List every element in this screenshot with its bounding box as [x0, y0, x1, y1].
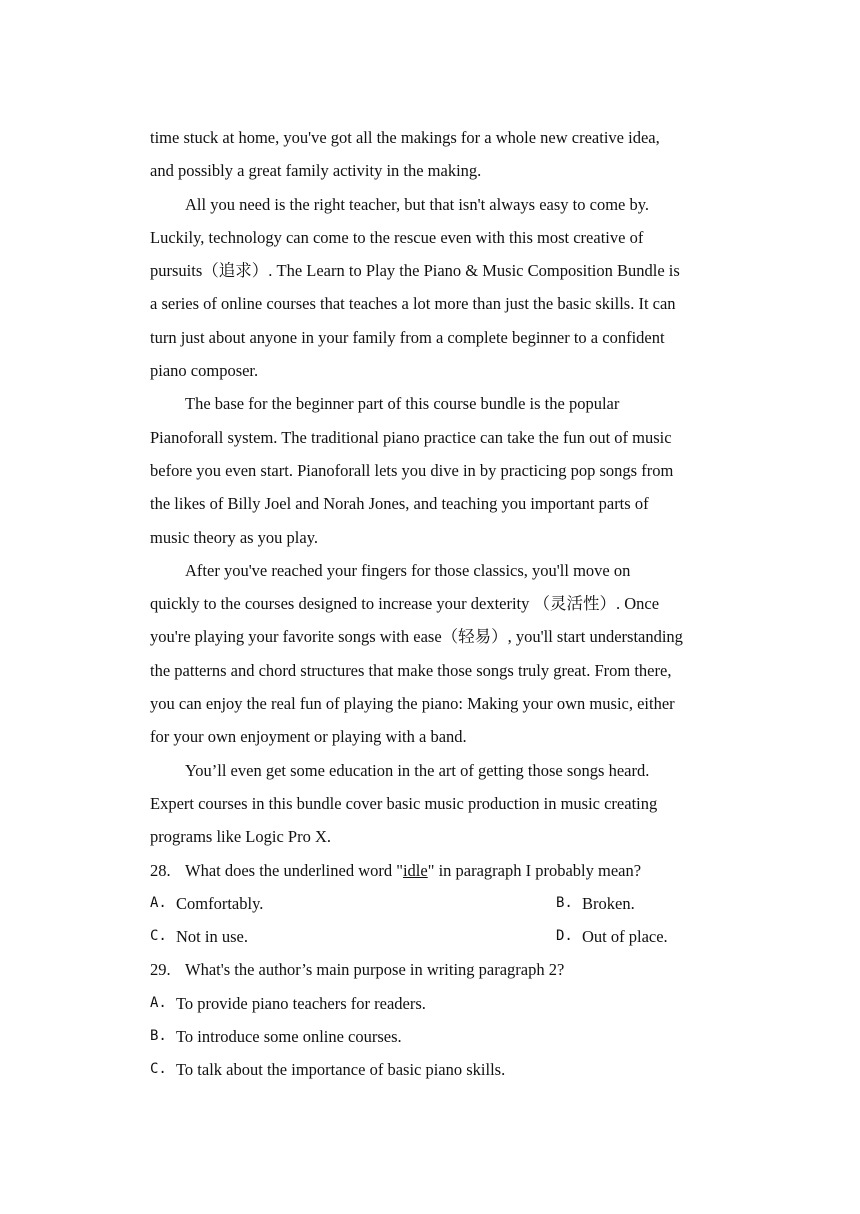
option-b: [556, 887, 635, 920]
question-text-suffix: " in paragraph I probably mean?: [427, 860, 642, 880]
option-text: Comfortably.: [176, 893, 264, 913]
option-a: [150, 887, 556, 920]
passage-line: music theory as you play.: [150, 527, 319, 547]
passage-line: before you even start. Pianoforall lets you dive in by practicing pop songs from: [150, 460, 674, 480]
reading-passage: [150, 121, 716, 854]
option-c: [150, 1053, 716, 1086]
question-28: [150, 854, 716, 887]
passage-line: turn just about anyone in your family from a complete beginner to a confident: [150, 327, 665, 347]
passage-line: time stuck at home, you've got all the makings for a whole new creative idea,: [150, 128, 660, 147]
option-b: [150, 1020, 716, 1053]
passage-line: and possibly a great family activity in the making.: [150, 161, 482, 181]
passage-line: Pianoforall system. The traditional piano practice can take the fun out of music: [150, 427, 672, 447]
document-page: [150, 121, 716, 1087]
option-letter: C.: [150, 928, 167, 945]
passage-line: the patterns and chord structures that make those songs truly great. From there,: [150, 660, 672, 680]
option-letter: B.: [150, 1028, 167, 1045]
option-text: Out of place.: [582, 927, 668, 947]
passage-line: Luckily, technology can come to the rescue even with this most creative of: [150, 227, 644, 247]
options-row: [150, 887, 716, 920]
option-letter: A.: [150, 894, 167, 911]
question-text: What's the author’s main purpose in writing paragraph 2?: [185, 960, 565, 980]
option-letter: C.: [150, 1061, 167, 1078]
passage-line: you're playing your favorite songs with ease（轻易）, you'll start understanding: [150, 627, 683, 647]
option-text: To provide piano teachers for readers.: [176, 993, 426, 1013]
passage-line: quickly to the courses designed to increase your dexterity （灵活性）. Once: [150, 594, 660, 614]
passage-line: All you need is the right teacher, but that isn't always easy to come by.: [185, 194, 650, 214]
option-a: [150, 987, 716, 1020]
passage-line: piano composer.: [150, 361, 259, 381]
passage-line: a series of online courses that teaches a lot more than just the basic skills. It can: [150, 294, 676, 314]
passage-line: Expert courses in this bundle cover basic music production in music creating: [150, 793, 658, 813]
passage-line: After you've reached your fingers for those classics, you'll move on: [185, 560, 631, 580]
option-c: [150, 920, 556, 953]
passage-line: pursuits（追求）. The Learn to Play the Piano & Music Composition Bundle is: [150, 261, 680, 281]
option-d: [556, 920, 668, 953]
question-text-prefix: What does the underlined word ": [185, 860, 403, 880]
passage-line: for your own enjoyment or playing with a band.: [150, 727, 467, 747]
underlined-word: idle: [402, 860, 428, 880]
passage-line: the likes of Billy Joel and Norah Jones, and teaching you important parts of: [150, 494, 649, 514]
options-row: [150, 920, 716, 953]
passage-line: The base for the beginner part of this course bundle is the popular: [185, 394, 620, 414]
question-number: 29.: [150, 960, 171, 980]
option-text: Broken.: [582, 893, 635, 913]
option-letter: D.: [556, 928, 573, 945]
option-text: To talk about the importance of basic piano skills.: [176, 1060, 506, 1080]
option-letter: A.: [150, 994, 167, 1011]
option-text: To introduce some online courses.: [176, 1027, 402, 1047]
passage-line: you can enjoy the real fun of playing the piano: Making your own music, either: [150, 694, 675, 714]
option-text: Not in use.: [176, 927, 248, 947]
question-29: [150, 953, 716, 986]
passage-line: programs like Logic Pro X.: [150, 827, 332, 847]
question-number: 28.: [150, 860, 171, 880]
passage-line: You’ll even get some education in the art of getting those songs heard.: [185, 760, 650, 780]
option-letter: B.: [556, 894, 573, 911]
